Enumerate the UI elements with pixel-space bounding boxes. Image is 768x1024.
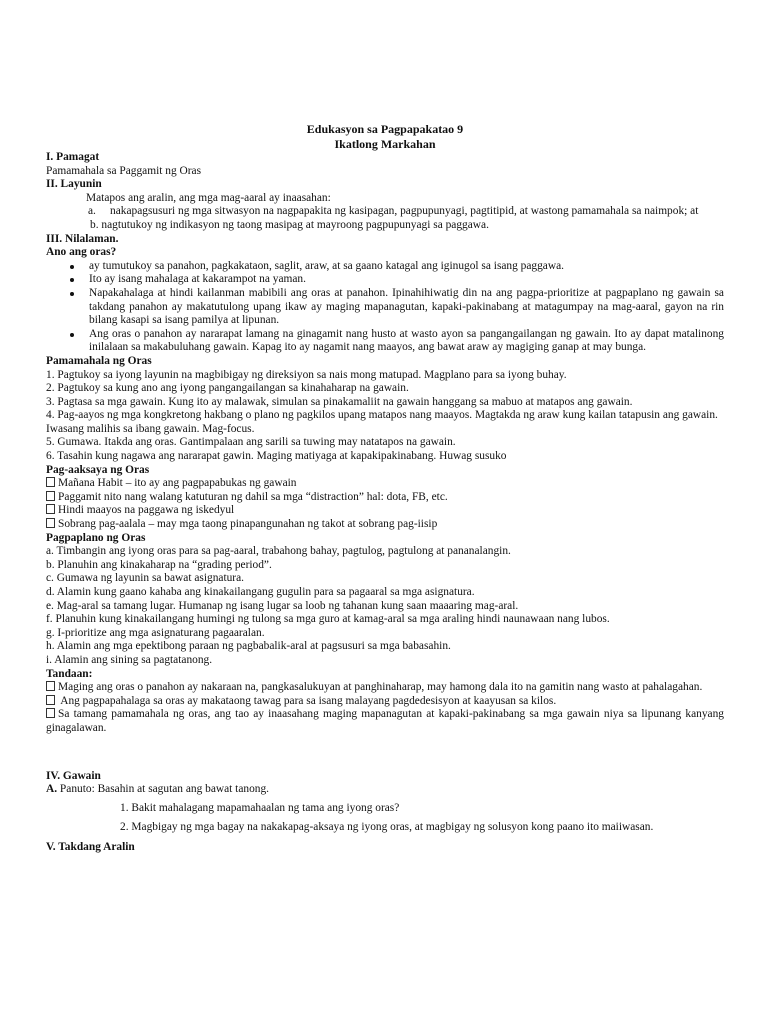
pamamahala-item: 2. Pagtukoy sa kung ano ang iyong pangangailangan sa kinahaharap na gawain. — [46, 382, 409, 395]
tandaan-heading: Tandaan: — [46, 667, 93, 680]
missing-glyph-icon — [46, 695, 55, 705]
pamagat-text: Pamamahala sa Paggamit ng Oras — [46, 164, 201, 177]
missing-glyph-icon — [46, 504, 55, 514]
pagaaksaya-item — [46, 491, 724, 505]
document-title: Edukasyon sa Pagpapakatao 9 — [306, 122, 464, 136]
pagaaksaya-text: Hindi maayos na paggawa ng iskedyul — [58, 504, 235, 517]
document-subtitle: Ikatlong Markahan — [334, 136, 436, 151]
layunin-text-a: nakapagsusuri ng mga sitwasyon na nagpapakita ng kasipagan, pagpupunyagi, pagtitipid, at wastong pamamahala sa naimpok; at — [110, 205, 699, 218]
nilalaman-heading: III. Nilalaman. — [46, 232, 119, 245]
gawain-panuto-text: Panuto: Basahin at sagutan ang bawat tanong. — [57, 783, 270, 796]
pamamahala-item: 6. Tasahin kung nagawa ang nararapat gawin. Maging matiyaga at kapakipakinabang. Huwag susuko — [46, 450, 507, 463]
pagpaplano-item: g. I-prioritize ang mga asignaturang pagaaralan. — [46, 626, 265, 639]
gawain-label: A. — [46, 783, 58, 796]
pagpaplano-item: b. Planuhin ang kinakaharap na “grading period”. — [46, 558, 272, 571]
bullet-item: Ito ay isang mahalaga at kakarampot na yaman. — [46, 273, 724, 287]
missing-glyph-icon — [46, 477, 55, 487]
pagaaksaya-item — [46, 477, 724, 491]
bullet-item: Ang oras o panahon ay nararapat lamang na ginagamit nang husto at wasto ayon sa pangangailangan ng gawain. Ito ay dapat matalinong inilalaan sa makabuluhang gawain. Kapag ito ay nagamit nang maayos, ang bawat araw ay magiging ganap at may bunga. — [46, 328, 724, 355]
pagaaksaya-text: Mañana Habit – ito ay ang pagpapabukas ng gawain — [58, 477, 297, 490]
missing-glyph-icon — [46, 681, 55, 691]
layunin-label-b: b. — [90, 218, 99, 231]
pagaaksaya-item — [46, 518, 724, 532]
gawain-panuto — [46, 783, 724, 797]
pagpaplano-item: d. Alamin kung gaano kahaba ang kinakailangang gugulin para sa pagaaral sa mga asignatura. — [46, 586, 475, 598]
nilalaman-bullets — [46, 260, 724, 355]
gawain-heading: IV. Gawain — [46, 769, 101, 782]
gawain-question: 1. Bakit mahalagang mapamahaalan ng tama ang iyong oras? — [120, 801, 400, 814]
section-spacer — [46, 736, 724, 770]
pagaaksaya-text: Sobrang pag-aalala – may mga taong pinapangunahan ng takot at sobrang pag-iisip — [58, 518, 438, 531]
tandaan-item — [46, 708, 724, 735]
pamamahala-item: 3. Pagtasa sa mga gawain. Kung ito ay malawak, simulan sa pinakamaliit na gawain hanggang sa mabuo at matapos ang gawain. — [46, 395, 633, 408]
takdang-heading: V. Takdang Aralin — [46, 840, 135, 853]
pagpaplano-item: i. Alamin ang sining sa pagtatanong. — [46, 653, 213, 666]
pagpaplano-item: f. Planuhin kung kinakailangang humingi ng tulong sa mga guro at kamag-aral sa mga araling hindi naunawaan nang lubos. — [46, 613, 610, 626]
layunin-text-b: nagtutukoy ng indikasyon ng taong masipag at mayroong pagpupunyagi sa paggawa. — [101, 218, 489, 231]
tandaan-text: Sa tamang pamamahala ng oras, ang tao ay inaasahang maging mapanagutan at kapaki-pakinabang sa mga gawain niya sa lipunang kanyang ginagalawan. — [46, 708, 724, 734]
gawain-question: 2. Magbigay ng mga bagay na nakakapag-aksaya ng iyong oras, at magbigay ng solusyon kong paano ito maiiwasan. — [120, 820, 654, 833]
missing-glyph-icon — [46, 491, 55, 501]
layunin-label-a: a. — [88, 205, 96, 218]
pagaaksaya-heading: Pag-aaksaya ng Oras — [46, 463, 150, 476]
nilalaman-subheading: Ano ang oras? — [46, 246, 117, 259]
pagpaplano-item: e. Mag-aral sa tamang lugar. Humanap ng isang lugar sa loob ng tahanan kung saan maaaring mag-aral. — [46, 599, 519, 612]
tandaan-item — [46, 695, 724, 709]
pamamahala-heading: Pamamahala ng Oras — [46, 354, 152, 367]
pagpaplano-item: c. Gumawa ng layunin sa bawat asignatura. — [46, 572, 245, 585]
pagpaplano-item: h. Alamin ang mga epektibong paraan ng pagbabalik-aral at pagsusuri sa mga babasahin. — [46, 640, 451, 653]
layunin-item-b — [46, 219, 724, 233]
missing-glyph-icon — [46, 518, 55, 528]
tandaan-item — [46, 681, 724, 695]
pagaaksaya-text: Paggamit nito nang walang katuturan ng dahil sa mga “distraction” hal: dota, FB, etc. — [58, 490, 448, 503]
missing-glyph-icon — [46, 708, 55, 718]
bullet-item: ay tumutukoy sa panahon, pagkakataon, saglit, araw, at sa gaano katagal ang iginugol sa isang paggawa. — [46, 260, 724, 274]
tandaan-text: Ang pagpapahalaga sa oras ay makataong tawag para sa isang malayang pagdedesisyon at kaayusan sa kilos. — [58, 694, 557, 707]
pamamahala-item: 1. Pagtukoy sa iyong layunin na magbibigay ng direksiyon sa nais mong matupad. Magplano para sa iyong buhay. — [46, 368, 567, 381]
pagpaplano-item: a. Timbangin ang iyong oras para sa pag-aaral, trabahong bahay, pagtulog, pagtulong at pananalangin. — [46, 545, 511, 558]
layunin-heading: II. Layunin — [46, 178, 102, 191]
pamagat-heading: I. Pamagat — [46, 151, 100, 163]
pamamahala-item: 5. Gumawa. Itakda ang oras. Gantimpalaan ang sarili sa tuwing may natatapos na gawain. — [46, 436, 456, 449]
layunin-item-a — [46, 205, 724, 219]
pagaaksaya-item — [46, 504, 724, 518]
pagpaplano-heading: Pagpaplano ng Oras — [46, 531, 146, 544]
bullet-item: Napakahalaga at hindi kailanman mabibili ang oras at panahon. Ipinahihiwatig din na ang pagpa-prioritize at pagpaplano ng gawain sa takdang panahon ay makatutulong upang ikaw ay maging mapanagutan, kapaki-pakinabang at matagumpay na mag-aaral, gayon na rin bilang kasapi sa isang pamilya at lipunan. — [46, 287, 724, 328]
tandaan-text: Maging ang oras o panahon ay nakaraan na, pangkasalukuyan at panghinaharap, may hamong dala ito na gamitin nang wasto at pahalagahan. — [58, 681, 703, 694]
pamamahala-item: 4. Pag-aayos ng mga kongkretong hakbang o plano ng pagkilos upang matapos nang maayos. Magtakda ng araw kung kailan tatapusin ang gawain. Iwasang malihis sa ibang gawain. Mag-focus. — [46, 409, 718, 435]
layunin-intro: Matapos ang aralin, ang mga mag-aaral ay inaasahan: — [86, 191, 331, 204]
